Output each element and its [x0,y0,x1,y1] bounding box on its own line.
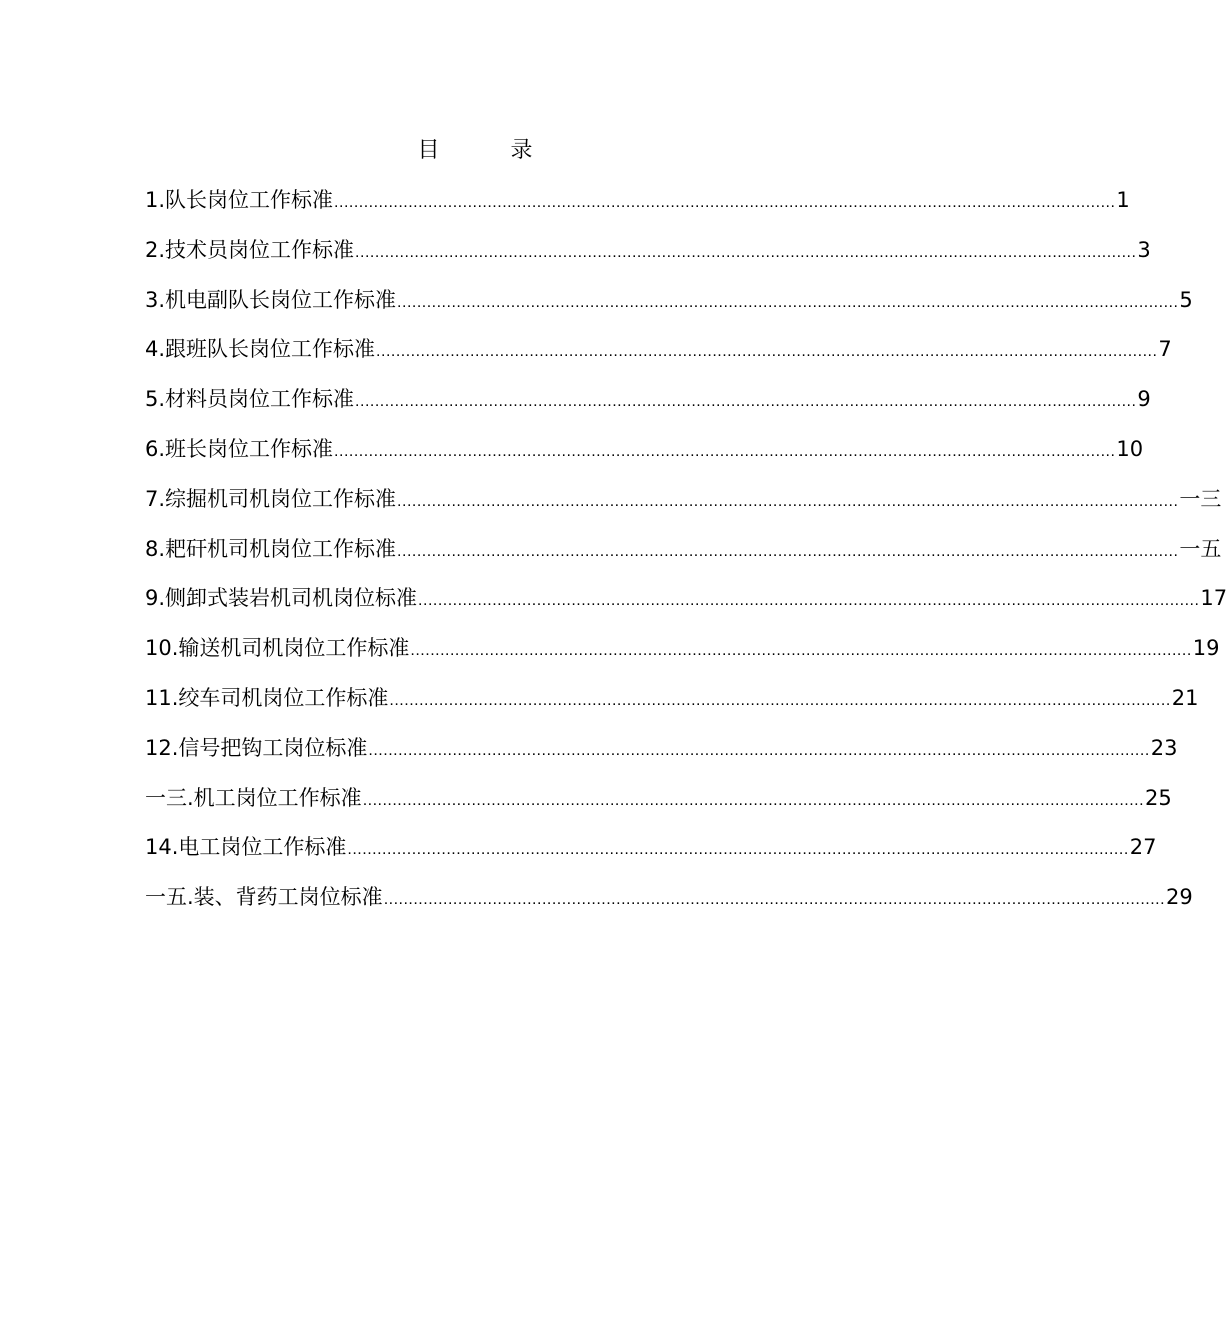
toc-entry-label: 2.技术员岗位工作标准 [145,237,355,262]
toc-entry-label: 14.电工岗位工作标准 [145,835,347,860]
toc-entry[interactable] [145,182,1130,232]
toc-entry-label: 11.绞车司机岗位工作标准 [145,685,389,710]
toc-entry-page: 3 [1137,237,1151,262]
toc-dot-leader: .............................................................................................................................................................. [355,243,1137,261]
table-of-contents [145,182,1227,929]
toc-entry[interactable] [145,780,1172,830]
toc-title: 目 录 [417,138,565,163]
toc-entry[interactable] [145,730,1178,780]
toc-dot-leader: .............................................................................................................................................................. [418,592,1200,610]
toc-dot-leader: .............................................................................................................................................................. [334,442,1116,460]
toc-entry-page: 27 [1129,835,1157,860]
toc-entry-label: 5.材料员岗位工作标准 [145,387,355,412]
toc-entry-label: 4.跟班队长岗位工作标准 [145,337,376,362]
toc-entry-page: 9 [1137,387,1151,412]
toc-entry[interactable] [145,282,1193,332]
toc-dot-leader: .............................................................................................................................................................. [368,741,1150,759]
toc-dot-leader: .............................................................................................................................................................. [397,542,1179,560]
toc-dot-leader: .............................................................................................................................................................. [397,492,1179,510]
toc-dot-leader: .............................................................................................................................................................. [376,343,1158,361]
toc-entry-page: 25 [1145,785,1172,810]
toc-entry-label: 12.信号把钩工岗位标准 [145,735,368,760]
toc-entry-label: 3.机电副队长岗位工作标准 [145,287,397,312]
toc-entry[interactable] [145,879,1193,929]
toc-dot-leader: .............................................................................................................................................................. [383,891,1166,909]
toc-dot-leader: .............................................................................................................................................................. [355,393,1137,411]
toc-entry-page: 29 [1166,885,1193,910]
toc-entry[interactable] [145,829,1157,879]
toc-entry-page: 21 [1171,685,1199,710]
toc-entry-page: 17 [1200,586,1227,611]
toc-entry[interactable] [145,580,1227,630]
toc-entry[interactable] [145,232,1151,282]
toc-dot-leader: .............................................................................................................................................................. [410,642,1192,660]
toc-entry-page: 一三 [1179,486,1222,511]
toc-dot-leader: .............................................................................................................................................................. [362,791,1145,809]
toc-entry-page: 一五 [1179,536,1222,561]
toc-dot-leader: .............................................................................................................................................................. [347,841,1129,859]
toc-entry-page: 10 [1116,436,1144,461]
toc-entry-label: 一五.装、背药工岗位标准 [145,885,383,910]
toc-entry[interactable] [145,431,1144,481]
toc-entry-label: 9.侧卸式装岩机司机岗位标准 [145,586,418,611]
toc-entry-page: 7 [1158,337,1172,362]
toc-entry-label: 10.输送机司机岗位工作标准 [145,636,410,661]
toc-entry[interactable] [145,531,1222,581]
toc-entry-page: 5 [1179,287,1193,312]
toc-entry[interactable] [145,630,1220,680]
toc-entry[interactable] [145,680,1199,730]
toc-entry-page: 23 [1150,735,1178,760]
toc-entry[interactable] [145,381,1151,431]
toc-entry-page: 1 [1116,188,1130,212]
toc-entry-label: 7.综掘机司机岗位工作标准 [145,486,397,511]
toc-dot-leader: .............................................................................................................................................................. [397,293,1179,311]
toc-dot-leader: .............................................................................................................................................................. [334,194,1116,211]
toc-entry-label: 1.队长岗位工作标准 [145,188,334,212]
toc-entry[interactable] [145,481,1222,531]
toc-entry[interactable] [145,331,1172,381]
toc-entry-label: 8.耙矸机司机岗位工作标准 [145,536,397,561]
toc-dot-leader: .............................................................................................................................................................. [389,691,1171,709]
toc-entry-page: 19 [1192,636,1220,661]
toc-entry-label: 6.班长岗位工作标准 [145,436,334,461]
toc-entry-label: 一三.机工岗位工作标准 [145,785,362,810]
